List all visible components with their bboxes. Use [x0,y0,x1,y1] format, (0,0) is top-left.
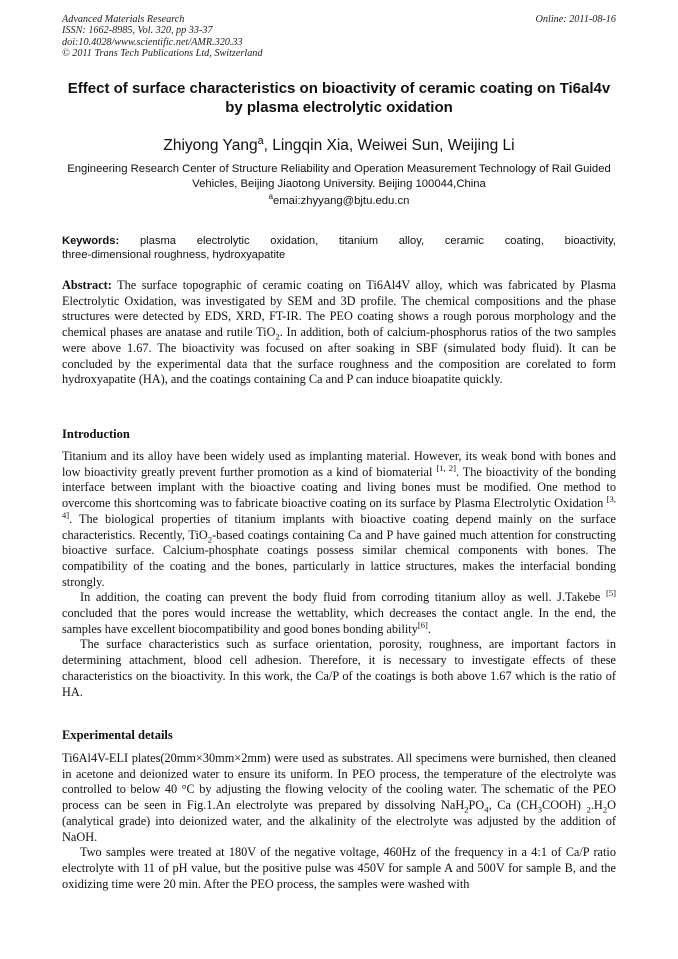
text-run: .H [590,798,603,813]
contact-email [62,192,616,207]
subscript: 2 [464,804,469,815]
keywords-list-1: plasma electrolytic oxidation, titanium alloy, ceramic coating, bioactivity, [139,235,617,247]
text-run: O (analytical grade) into deionized water, and the alkalinity of the electrolyte was adjusted by the addition of NaOH. [62,798,617,844]
email-text: emai:zhyyang@bjtu.edu.cn [272,195,410,207]
citation: [5] [605,588,616,599]
issn-line: ISSN: 1662-8985, Vol. 320, pp 33-37 [62,25,213,37]
text-run: . [427,621,431,636]
abstract-text-1: The surface topographic of ceramic coating on Ti6Al4V alloy, which was fabricated by Plasma Electrolytic Oxidation, was investigated by SEM and 3D profile. The chemical compositions and the phase structures were detected by EDS, XRD, FT-IR. The PEO coating shows a rough porous morphology and the chemical phases are anatase and rutile TiO [62,278,616,340]
text-run: In addition, the coating can prevent the body fluid from corroding titanium alloy as well. J.Takebe [80,590,606,605]
publication-header [62,14,616,60]
text-run: -based coatings containing Ca and P have gained much attention for constructing bioactive surface. Calcium-phosphate coatings possess similar chemical components with bones. The compatibility of the coating and the bones, particularly in lattice structures, makes the interfacial bonding strongly. [62,527,616,589]
author-list [62,134,616,155]
subscript: 3 [537,804,542,815]
intro-paragraph-3: The surface characteristics such as surface orientation, porosity, roughness, are important factors in determining attachment, blood cell adhesion. Therefore, it is necessary to investigate effects of these characteristics on the bioactivity. In this work, the Ca/P of the coatings is both above 1.67 which is the ratio of HA. [62,637,616,699]
abstract-label: Abstract: [62,278,112,292]
abstract [62,278,616,388]
abstract-text-2: . In addition, both of calcium-phosphorus ratios of the two samples were above 1.67. The bioactivity was focused on after soaking in SBF (simulated body fluid). It can be concluded by the experimental data that the surface roughness and the composition are corelated to form hydroxyapatite (HA), and the coatings containing Ca and P can induce bioapatite quickly. [62,325,616,387]
email-affiliation-mark: a [268,192,273,202]
text-run: . The bioactivity of the bonding interface between implant with the bioactive coating and living bones must be modified. One method to overcome this shortcoming was to fabricate bioactive coating on its surface by Plasma Electrolytic Oxidation [62,464,616,511]
affiliation: Engineering Research Center of Structure Reliability and Operation Measurement Technology of Rail Guided Vehicles, Beijing Jiaotong University. Beijing 100044,China [67,163,611,190]
citation: [6] [417,619,428,630]
journal-name: Advanced Materials Research [62,14,185,25]
paper-title: Effect of surface characteristics on bioactivity of ceramic coating on Ti6al4v by plasma electrolytic oxidation [67,80,611,116]
subscript: 2 [207,533,213,544]
introduction-heading: Introduction [62,427,130,441]
intro-paragraph-2 [62,590,616,637]
doi-line: doi:10.4028/www.scientific.net/AMR.320.33 [62,36,243,48]
subscript: 2 [602,804,608,815]
text-run: COOH) [542,798,587,813]
text-run: Titanium and its alloy have been widely used as implanting material. However, its weak bond with bones and low bioactivity greatly prevent further promotion as a kind of biomaterial [62,449,616,479]
text-run: concluded that the pores would increase the wettablity, which decreases the contact angle. In the end, the samples have excellent biocompatibility and good bones bonding ability [62,606,616,636]
text-run: Ti6Al4V-ELI plates(20mm×30mm×2mm) were used as substrates. All specimens were burnished, then cleaned in acetone and deionized water to ensure its uniform. In PEO process, the temperature of the electrolyte was controlled to below 40 °C by adjusting the flowing velocity of the cooling water. The schematic of the PEO process can be seen in Fig.1.An electrolyte was prepared by dissolving NaH [62,751,616,813]
copyright-line: © 2011 Trans Tech Publications Ltd, Switzerland [62,48,263,60]
author-affiliation-mark: a [257,134,264,147]
online-date: Online: 2011-08-16 [535,14,616,25]
subscript: 4 [484,804,489,815]
experimental-paragraph-1 [62,751,616,845]
introduction-section [62,449,616,700]
citation: [1, 2] [436,462,456,473]
other-authors: , Lingqin Xia, Weiwei Sun, Weijing Li [263,137,515,154]
keywords-label: Keywords: [62,235,120,247]
citation: [3, 4] [62,494,616,520]
text-run: . The biological properties of titanium implants with bioactive coating depend mainly on the surface characteristics. Recently, TiO [62,511,616,542]
keywords-line-1 [62,234,616,248]
subscript: 2 [275,331,280,342]
experimental-paragraph-2: Two samples were treated at 180V of the negative voltage, 460Hz of the frequency in a 4:1 of Ca/P ratio electrolyte with 11 of pH value, but the positive pulse was 450V for sample A and 500V for sample B, and the oxidizing time were 20 min. After the PEO process, the samples were washed with [62,845,616,891]
experimental-heading: Experimental details [62,728,173,742]
text-run: , Ca (CH [488,798,538,813]
intro-paragraph-1 [62,449,616,590]
experimental-section [62,751,616,892]
text-run: PO [468,798,485,813]
subscript: 2 [586,804,591,815]
first-author: Zhiyong Yang [163,137,258,154]
keywords-block [62,234,616,262]
keywords-list-2: three-dimensional roughness, hydroxyapatite [62,249,286,262]
